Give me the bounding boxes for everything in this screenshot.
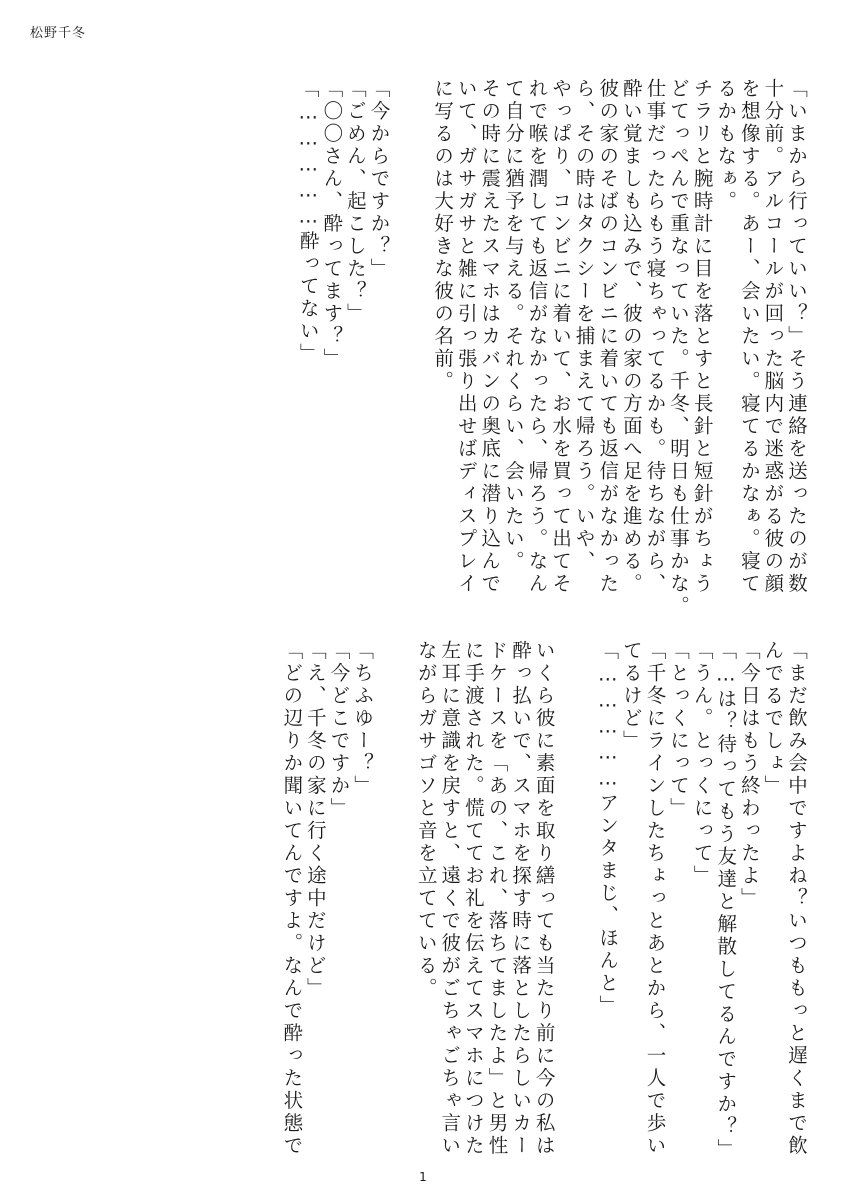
blank-line <box>554 640 594 1130</box>
text-line: 「今からですか？」 <box>367 78 391 281</box>
blank-line <box>372 640 412 1130</box>
text-line: その時に震えたスマホはカバンの奥底に潜り込んで <box>478 78 502 596</box>
text-line: 「……………アンタまじ、ほんと」 <box>596 640 620 1018</box>
author-header: 松野千冬 <box>30 26 87 41</box>
text-line: んでるでしょ」 <box>761 640 785 798</box>
text-line: 「どの辺りか聞いてんですよ。なんで酔った状態で <box>280 640 304 1158</box>
text-line: て自分に猶予を与える。それくらい、会いたい。 <box>501 78 525 573</box>
text-line: 「……………酔ってない」 <box>296 78 320 366</box>
text-line: 彼の家のそばのコンビニに着いても返信がなかった <box>596 78 620 596</box>
text-line: チラリと腕時計に目を落とすと長針と短針がちょう <box>690 78 714 596</box>
text-line: 「ちふゆー？」 <box>351 640 375 798</box>
text-line: 「まだ飲み会中ですよね？いつももっと遅くまで飲 <box>785 640 808 1158</box>
text-line: いくら彼に素面を取り繕っても当たり前に今の私は <box>532 640 556 1158</box>
text-line: 「…は？待ってもう友達と解散してるんですか？」 <box>714 640 738 1161</box>
lower-text-block <box>278 640 808 1161</box>
text-line: 「いまから行っていい？」そう連絡を送ったのが数 <box>785 78 808 596</box>
text-line: いて、ガサガサと雑に引っ張り出せばディスプレイ <box>454 78 478 596</box>
text-line: 酔い覚ましも込みで、彼の家の方面へ足を進める。 <box>619 78 643 596</box>
text-line: 「今日はもう終わったよ」 <box>737 640 761 910</box>
text-line: 酔っ払いで、スマホを探す時に落としたらしいカー <box>509 640 533 1158</box>
text-line: やっぱり、コンビニに着いて、お水を買って出てそ <box>549 78 573 596</box>
text-line: れで喉を潤しても返信がなかったら、帰ろう。なん <box>525 78 549 596</box>
upper-text-block <box>294 78 808 618</box>
text-line: 仕事だったらもう寝ちゃってるかも。待ちながら、 <box>643 78 667 596</box>
text-line: どてっぺんで重なっていた。千冬、明日も仕事かな。 <box>667 78 691 618</box>
text-line: 「千冬にラインしたちょっとあとから、一人で歩い <box>643 640 667 1158</box>
text-line: 「ごめん、起こした？」 <box>343 78 367 326</box>
blank-line <box>389 78 429 548</box>
text-line: ドケースを「あの、これ、落ちてましたよ」と男性 <box>485 640 509 1158</box>
text-line: に手渡された。慌ててお礼を伝えてスマホにつけた <box>461 640 485 1158</box>
text-line: ながらガサゴソと音を立てている。 <box>414 640 438 1000</box>
text-line: 「〇〇さん、酔ってます？」 <box>320 78 344 371</box>
text-line: 「今どこですか」 <box>327 640 351 820</box>
text-line: 「とっくにって」 <box>667 640 691 820</box>
text-line: に写るのは大好きな彼の名前。 <box>431 78 455 393</box>
text-line: るかもなぁ。 <box>714 78 738 213</box>
text-line: ら、その時はタクシーを捕まえて帰ろう。いや、 <box>572 78 596 573</box>
text-line: てるけど」 <box>619 640 643 753</box>
text-line: 十分前。アルコールが回った脳内で迷惑がる彼の顔 <box>761 78 785 596</box>
text-line: 「え、千冬の家に行く途中だけど」 <box>303 640 327 1000</box>
text-line: を想像する。あー、会いたい。寝てるかなぁ。寝て <box>737 78 761 596</box>
text-line: 「うん。とっくにって」 <box>690 640 714 888</box>
page-number: 1 <box>419 1170 427 1184</box>
text-line: 左耳に意識を戻すと、遠くで彼がごちゃごちゃ言い <box>438 640 462 1158</box>
